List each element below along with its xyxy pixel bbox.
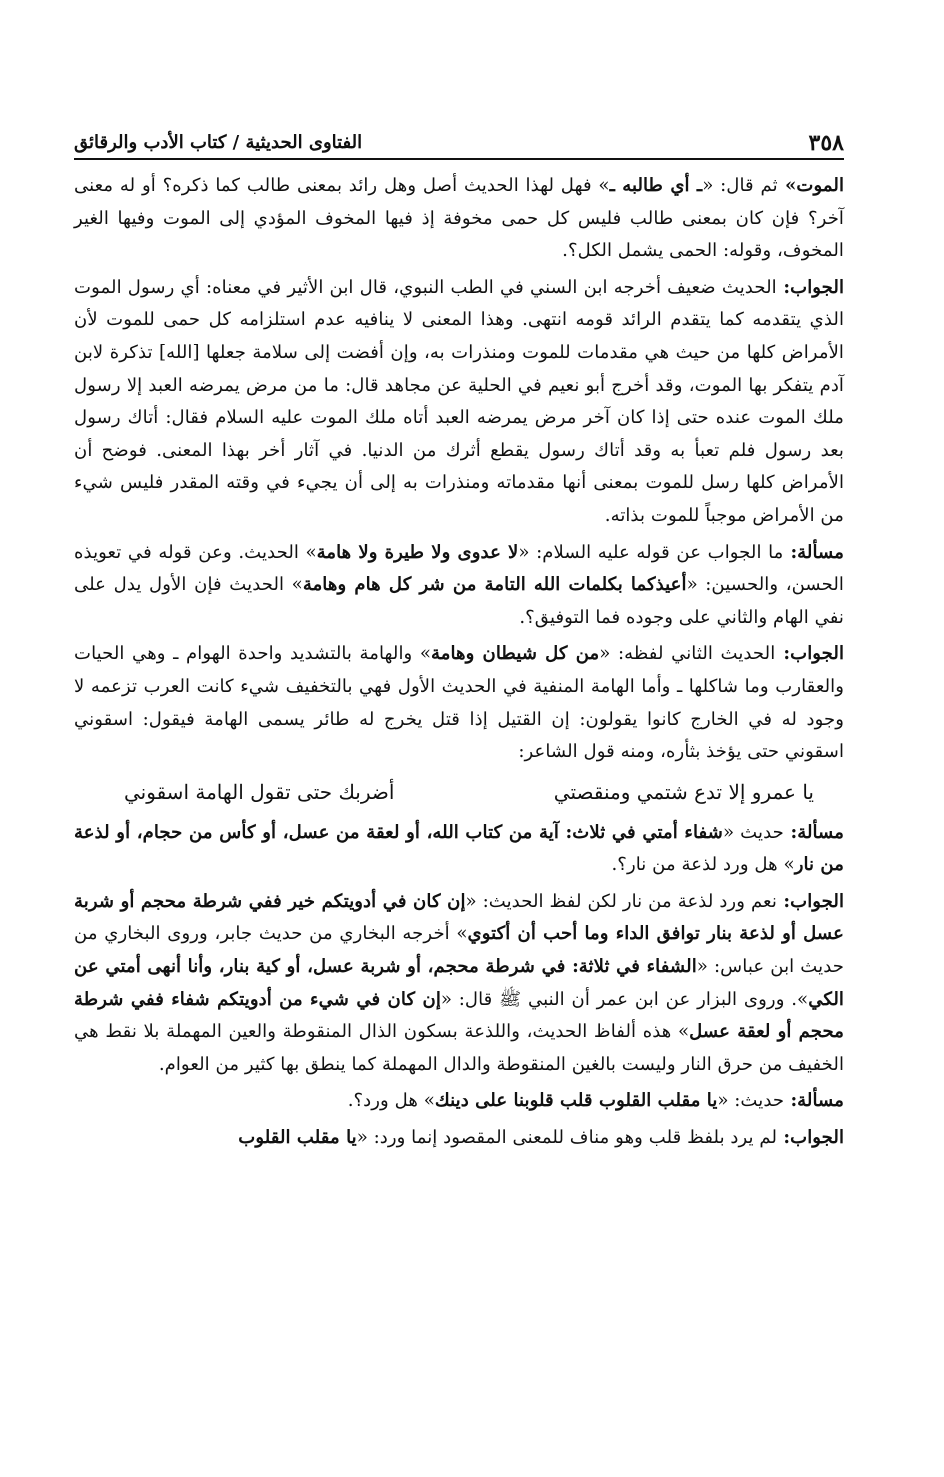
- page-body: [74, 170, 844, 1155]
- quoted-hadith-text: الموت»: [777, 175, 845, 196]
- paragraph-text: الحديث الثاني لفظه: «: [599, 643, 776, 665]
- verse-second-hemistich: أضربك حتى تقول الهامة اسقوني: [124, 779, 395, 804]
- paragraph-lead: الجواب:: [777, 1127, 844, 1149]
- running-title: الفتاوى الحديثية / كتاب الأدب والرقائق: [74, 132, 363, 153]
- paragraph-text: » هذه ألفاظ الحديث، واللذعة بسكون الذال المنقوطة والعين المهملة بلا نقط هي الخفيف من حرق النار وليست بالغين المنقوطة والدال المهملة كما ينطق بها كثير من العوام.: [74, 1021, 844, 1075]
- paragraph-text: » هل ورد؟.: [347, 1090, 435, 1112]
- paragraph: [74, 537, 844, 635]
- paragraph: [74, 638, 844, 768]
- quoted-hadith-text: ـ أي طالبه ـ: [609, 175, 703, 196]
- paragraph-lead: مسألة:: [784, 1090, 844, 1112]
- paragraph-lead: الجواب:: [776, 890, 845, 912]
- paragraph-lead: الجواب:: [776, 276, 844, 298]
- paragraph-text: ». وروى البزار عن ابن عمر أن النبي ﷺ قال: «: [440, 988, 809, 1010]
- text-block-bottom: [74, 817, 844, 1155]
- paragraph-text: » الحديث. وعن قوله في تعويذه الحسن، والحسين: «: [74, 541, 844, 596]
- paragraph-text: الحديث ضعيف أخرجه ابن السني في الطب النبوي، قال ابن الأثير في معناه: أي رسول الموت الذي يتقدمه كما يتقدم الرائد قومه انتهى. وهذا المعنى لا ينافيه عدم استلزامه كل حمى للموت لأن الأمراض كلها من حيث هي مقدمات للموت ومنذرات به، وإن أفضت إلى سلامة جعلها [الله] تذكرة لابن آدم يتفكر بها الموت، وقد أخرج أبو نعيم في الحلية عن مجاهد قال: ما من مرض يمرضه العبد إلا رسول ملك الموت عنده حتى إذا كان آخر مرض يمرضه العبد أتاه ملك الموت عليه السلام فقال: أتاك رسول بعد رسول فلم تعبأ به وقد أتاك رسول يقطع أثرك من الدنيا. في آثار أخر بهذا المعنى. فوضح أن الأمراض كلها رسل للموت بمعنى أنها مقدماته ومنذرات به إلى أن يجيء في وقته المقدر فليس شيء من الأمراض موجباً للموت بذاته.: [74, 276, 844, 526]
- paragraph-text: حديث «: [722, 821, 784, 843]
- paragraph-text: حديث: «: [717, 1090, 785, 1112]
- page-header: [74, 122, 844, 160]
- paragraph: [74, 170, 844, 268]
- paragraph-text: ما الجواب عن قوله عليه السلام: «: [518, 541, 784, 563]
- quoted-hadith-text: أعيذكما بكلمات الله التامة من شر كل هام وهامة: [302, 574, 687, 596]
- quoted-hadith-text: إن كان في شيء من أدويتكم شفاء ففي شرطة محجم أو لعقة عسل: [74, 988, 844, 1043]
- paragraph-text: » الحديث فإن الأول يدل على نفي الهام والثاني على وجوده فما التوفيق؟.: [74, 574, 844, 628]
- paragraph-text: » فهل لهذا الحديث أصل وهل رائد بمعنى طالب كما ذكره؟ أو له معنى آخر؟ فإن كان بمعنى طالب فليس كل حمى مخوفة إذ فيها المخوف المؤدي إلى الموت وفيها الغير المخوف، وقوله: الحمى يشمل الكل؟.: [74, 175, 844, 262]
- quoted-hadith-text: الشفاء في ثلاثة: في شرطة محجم، أو شربة عسل، أو كية بنار، وأنا أنهى أمتي عن الكي: [74, 956, 844, 1010]
- quoted-hadith-text: يا مقلب القلوب: [238, 1127, 357, 1149]
- quoted-hadith-text: من كل شيطان وهامة: [431, 643, 600, 665]
- paragraph: [74, 1085, 844, 1118]
- text-block-top: [74, 170, 844, 769]
- quoted-hadith-text: شفاء أمتي في ثلاث: آية من كتاب الله، أو لعقة من عسل، أو كأس من حجام، أو لذعة من نار: [74, 821, 844, 876]
- paragraph-text: نعم ورد لذعة من نار لكن لفظ الحديث: «: [465, 890, 777, 912]
- quoted-hadith-text: لا عدوى ولا طيرة ولا هامة: [316, 541, 519, 563]
- poetry-verse: [74, 775, 844, 809]
- paragraph-lead: مسألة:: [783, 541, 844, 563]
- paragraph-lead: مسألة:: [783, 821, 844, 843]
- paragraph-text: » والهامة بالتشديد واحدة الهوام ـ وهي الحيات والعقارب وما شاكلها ـ وأما الهامة المنفية في الحديث الأول فهي بالتخفيف شيء كانت العرب تزعمه لا وجود له في الخارج كانوا يقولون: إن القتيل إذا قتل يخرج له طائر يسمى الهامة فيقول: اسقوني اسقوني حتى يؤخذ بثأره، ومنه قول الشاعر:: [74, 643, 844, 763]
- paragraph: [74, 886, 844, 1082]
- paragraph-text: » هل ورد لذعة من نار؟.: [611, 854, 795, 876]
- paragraph-text: ثم قال: «: [702, 175, 778, 196]
- quoted-hadith-text: يا مقلب القلوب قلب قلوبنا على دينك: [434, 1090, 718, 1112]
- verse-first-hemistich: يا عمرو إلا تدع شتمي ومنقصتي: [553, 779, 814, 804]
- paragraph-lead: الجواب:: [775, 643, 845, 665]
- paragraph: [74, 272, 844, 533]
- paragraph: [74, 817, 844, 882]
- paragraph: [74, 1122, 844, 1155]
- book-page: [74, 122, 844, 1159]
- page-number: ٣٥٨: [808, 130, 844, 156]
- paragraph-text: لم يرد بلفظ قلب وهو مناف للمعنى المقصود إنما ورد: «: [356, 1127, 778, 1149]
- quoted-hadith-text: إن كان في أدويتكم خير ففي شرطة محجم أو شربة عسل أو لذعة بنار توافق الداء وما أحب أن أكتوي: [74, 890, 844, 945]
- paragraph-text: » أخرجه البخاري من حديث جابر، وروى البخاري من حديث ابن عباس: «: [74, 923, 844, 978]
